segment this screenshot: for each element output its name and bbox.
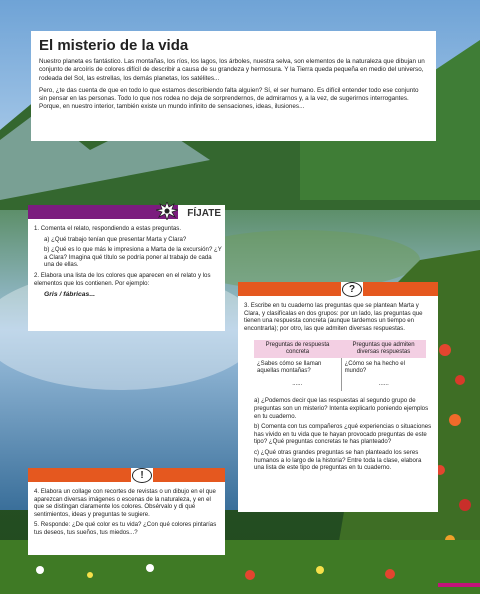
intro-paragraph-1: Nuestro planeta es fantástico. Las montañas, los ríos, los lagos, los árboles, nuestra selva, son elementos de la naturaleza que dibujan un conjunto de arcoíris de colores difícil de describir a causa de su grandeza y hermosura. Y la Tierra queda pequeña en medio del universo, rodeada del Sol, las estrellas, los demás planetas, los satélites... (39, 58, 425, 82)
activity-header-bar-right (153, 468, 225, 482)
exclamation-bubble-icon: ! (132, 468, 152, 483)
table-cell: ...... (292, 381, 303, 388)
table-header-concrete: Preguntas de respuesta concreta (254, 340, 341, 358)
page-edge-mark (438, 583, 480, 587)
table-header-diverse: Preguntas que admiten diversas respuestas (341, 340, 426, 358)
questions-panel (238, 282, 438, 512)
fijate-question-list (34, 225, 222, 302)
question-1: 1. Comenta el relato, respondiendo a estas preguntas. (34, 225, 182, 232)
activity-header-bar-left (28, 468, 131, 482)
questions-header-bar-left (238, 282, 341, 296)
eye-burst-icon (156, 202, 178, 220)
intro-paragraph-2: Pero, ¿te das cuenta de que en todo lo que estamos describiendo falta alguien? Sí, el ser humano. Es difícil entender todo ese conjunto sin pensar en las personas. Todo lo que nos rodea no deja de sorprendernos, de admirarnos y, a la vez, de sugerirnos interrogantes. Porque, en nuestro interior, también existe un mundo infinito de sensaciones, ideas, ilusiones... (39, 86, 419, 111)
question-3b: b) Comenta con tus compañeros ¿qué experiencias o situaciones has vivido en tu vida que te hayan provocado preguntas de este tipo? ¿Qué preguntas concretas te has planteado? (254, 423, 432, 446)
example-text: Gris / fábricas... (44, 291, 95, 299)
intro-panel (31, 31, 436, 141)
fijate-label: FÍJATE (187, 208, 221, 219)
question-5: 5. Responde: ¿De qué color es tu vida? ¿Con qué colores pintarías tus deseos, tus sueños, tus miedos...? (34, 521, 217, 536)
question-3c: c) ¿Qué otras grandes preguntas se han planteado los seres humanos a lo largo de la historia? Entre toda la clase, elabora una lista de este tipo de preguntas en tu cuaderno. (254, 448, 422, 472)
fijate-panel (28, 205, 225, 331)
question-3a: a) ¿Podemos decir que las respuestas al segundo grupo de preguntas son un misterio? Intenta explicarlo poniendo ejemplos en tu cuaderno. (254, 397, 429, 420)
question-4: 4. Elabora un collage con recortes de revistas o un dibujo en el que aparezcan diversas imágenes o escenas de la naturaleza, y en el que se distingan claramente los colores. Obsérvalo y di qué sentimientos, ideas y preguntas te sugiere. (34, 488, 216, 518)
question-bubble-icon: ? (342, 282, 362, 297)
question-3-block (244, 302, 432, 475)
question-1b: b) ¿Qué es lo que más le impresiona a Marta de la excursión? ¿Y a Clara? Imagina qué título se podría poner al trabajo de cada una de ellas. (44, 246, 222, 269)
table-cell: ¿Sabes cómo se llaman aquellas montañas? (257, 361, 322, 375)
table-cell: ¿Cómo se ha hecho el mundo? (341, 358, 426, 378)
question-2: 2. Elabora una lista de los colores que aparecen en el relato y los elementos que los contienen. Por ejemplo: (34, 271, 211, 287)
table-cell: ...... (341, 378, 426, 391)
activity-panel (28, 468, 225, 555)
page-title: El misterio de la vida (39, 37, 189, 54)
questions-header-bar-right (363, 282, 438, 296)
activity-question-list (34, 488, 222, 540)
question-1a: a) ¿Qué trabajo tenían que presentar Marta y Clara? (44, 235, 187, 243)
classification-table (254, 340, 426, 391)
question-3: 3. Escribe en tu cuaderno las preguntas que se plantean Marta y Clara, y clasifícalas en dos grupos: por un lado, las preguntas que tienen una respuesta concreta (aunque tardemos un tiempo en encontrarla); por otro, las que admiten diversas respuestas. (244, 302, 423, 332)
